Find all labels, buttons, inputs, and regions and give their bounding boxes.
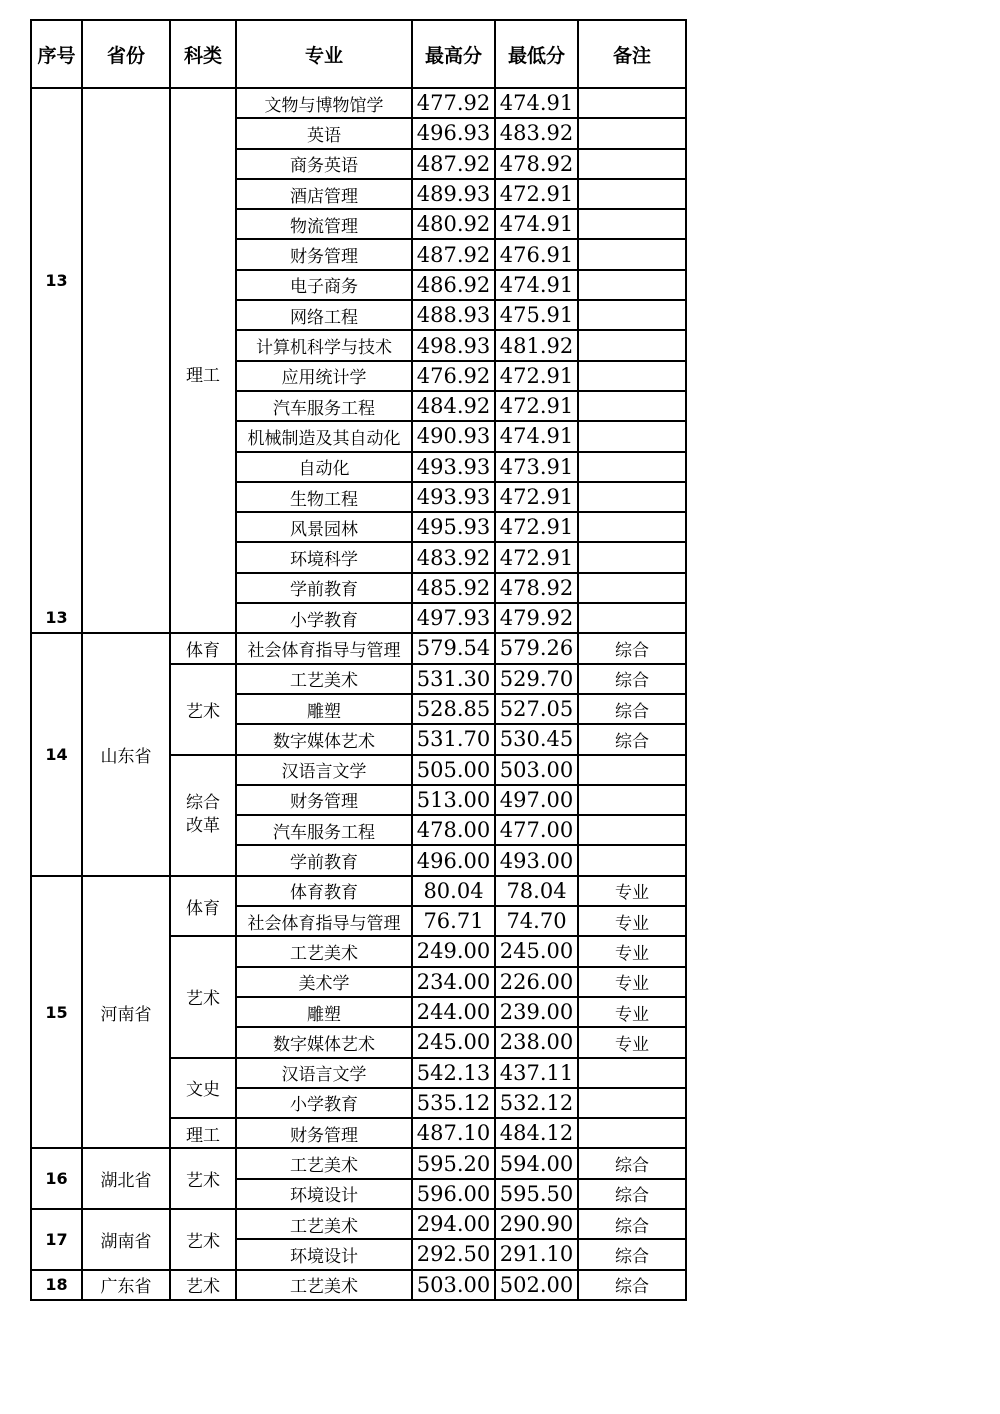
major-cell: 生物工程	[236, 482, 412, 512]
category-cell: 艺术	[170, 664, 236, 755]
header-max-score: 最高分	[412, 20, 495, 88]
min-score-cell: 472.91	[495, 179, 578, 209]
min-score-cell: 78.04	[495, 876, 578, 906]
max-score-cell: 535.12	[412, 1088, 495, 1118]
max-score-cell: 245.00	[412, 1027, 495, 1057]
max-score-cell: 490.93	[412, 421, 495, 451]
max-score-cell: 579.54	[412, 633, 495, 663]
note-cell	[578, 512, 686, 542]
note-cell	[578, 1058, 686, 1088]
min-score-cell: 290.90	[495, 1209, 578, 1239]
max-score-cell: 503.00	[412, 1270, 495, 1300]
province-cell	[82, 88, 170, 633]
max-score-cell: 244.00	[412, 997, 495, 1027]
max-score-cell: 76.71	[412, 906, 495, 936]
header-min-score: 最低分	[495, 20, 578, 88]
note-cell	[578, 452, 686, 482]
min-score-cell: 472.91	[495, 391, 578, 421]
major-cell: 文物与博物馆学	[236, 88, 412, 118]
note-cell: 综合	[578, 1209, 686, 1239]
min-score-cell: 475.91	[495, 300, 578, 330]
major-cell: 汽车服务工程	[236, 815, 412, 845]
max-score-cell: 489.93	[412, 179, 495, 209]
note-cell: 综合	[578, 633, 686, 663]
max-score-cell: 531.70	[412, 724, 495, 754]
major-cell: 美术学	[236, 967, 412, 997]
max-score-cell: 513.00	[412, 785, 495, 815]
min-score-cell: 502.00	[495, 1270, 578, 1300]
note-cell	[578, 482, 686, 512]
category-line: 综合	[186, 793, 220, 814]
min-score-cell: 472.91	[495, 482, 578, 512]
max-score-cell: 249.00	[412, 936, 495, 966]
note-cell: 专业	[578, 997, 686, 1027]
major-cell: 环境科学	[236, 542, 412, 572]
note-cell	[578, 573, 686, 603]
major-cell: 社会体育指导与管理	[236, 906, 412, 936]
note-cell	[578, 815, 686, 845]
max-score-cell: 80.04	[412, 876, 495, 906]
major-cell: 工艺美术	[236, 1209, 412, 1239]
seq-cell: 17	[31, 1209, 82, 1270]
category-label: 理工	[186, 366, 220, 387]
major-cell: 学前教育	[236, 845, 412, 875]
header-seq: 序号	[31, 20, 82, 88]
note-cell: 综合	[578, 724, 686, 754]
table-row	[31, 88, 686, 118]
min-score-cell: 481.92	[495, 330, 578, 360]
max-score-cell: 528.85	[412, 694, 495, 724]
table-row	[31, 1270, 686, 1300]
max-score-cell: 486.92	[412, 270, 495, 300]
note-cell	[578, 755, 686, 785]
max-score-cell: 484.92	[412, 391, 495, 421]
category-cell: 文史	[170, 1058, 236, 1119]
min-score-cell: 474.91	[495, 270, 578, 300]
major-cell: 物流管理	[236, 209, 412, 239]
max-score-cell: 483.92	[412, 542, 495, 572]
note-cell: 专业	[578, 1027, 686, 1057]
major-cell: 小学教育	[236, 603, 412, 633]
max-score-cell: 497.93	[412, 603, 495, 633]
header-note: 备注	[578, 20, 686, 88]
max-score-cell: 487.92	[412, 239, 495, 269]
note-cell	[578, 361, 686, 391]
note-cell: 专业	[578, 936, 686, 966]
max-score-cell: 487.10	[412, 1118, 495, 1148]
min-score-cell: 493.00	[495, 845, 578, 875]
min-score-cell: 474.91	[495, 88, 578, 118]
note-cell: 专业	[578, 967, 686, 997]
min-score-cell: 239.00	[495, 997, 578, 1027]
note-cell	[578, 88, 686, 118]
max-score-cell: 531.30	[412, 664, 495, 694]
max-score-cell: 292.50	[412, 1239, 495, 1269]
category-cell: 体育	[170, 876, 236, 937]
min-score-cell: 527.05	[495, 694, 578, 724]
seq-cell: 18	[31, 1270, 82, 1300]
note-cell	[578, 270, 686, 300]
max-score-cell: 487.92	[412, 149, 495, 179]
min-score-cell: 497.00	[495, 785, 578, 815]
max-score-cell: 596.00	[412, 1179, 495, 1209]
min-score-cell: 238.00	[495, 1027, 578, 1057]
note-cell	[578, 542, 686, 572]
seq-cell: 14	[31, 633, 82, 875]
major-cell: 工艺美术	[236, 664, 412, 694]
note-cell	[578, 300, 686, 330]
province-cell: 湖北省	[82, 1148, 170, 1209]
major-cell: 汉语言文学	[236, 1058, 412, 1088]
category-cell: 艺术	[170, 1209, 236, 1270]
min-score-cell: 579.26	[495, 633, 578, 663]
major-cell: 工艺美术	[236, 936, 412, 966]
note-cell: 综合	[578, 1270, 686, 1300]
min-score-cell: 477.00	[495, 815, 578, 845]
major-cell: 数字媒体艺术	[236, 724, 412, 754]
max-score-cell: 495.93	[412, 512, 495, 542]
seq-number-repeat: 13	[45, 608, 68, 627]
min-score-cell: 291.10	[495, 1239, 578, 1269]
note-cell	[578, 1088, 686, 1118]
max-score-cell: 496.93	[412, 118, 495, 148]
note-cell: 综合	[578, 664, 686, 694]
major-cell: 雕塑	[236, 694, 412, 724]
note-cell: 综合	[578, 1148, 686, 1178]
header-major: 专业	[236, 20, 412, 88]
major-cell: 工艺美术	[236, 1148, 412, 1178]
header-category: 科类	[170, 20, 236, 88]
seq-cell: 16	[31, 1148, 82, 1209]
note-cell	[578, 421, 686, 451]
max-score-cell: 595.20	[412, 1148, 495, 1178]
note-cell	[578, 603, 686, 633]
min-score-cell: 226.00	[495, 967, 578, 997]
max-score-cell: 294.00	[412, 1209, 495, 1239]
admission-score-table	[30, 19, 687, 1301]
major-cell: 体育教育	[236, 876, 412, 906]
major-cell: 社会体育指导与管理	[236, 633, 412, 663]
major-cell: 环境设计	[236, 1239, 412, 1269]
min-score-cell: 437.11	[495, 1058, 578, 1088]
note-cell	[578, 785, 686, 815]
major-cell: 数字媒体艺术	[236, 1027, 412, 1057]
seq-cell: 15	[31, 876, 82, 1149]
major-cell: 网络工程	[236, 300, 412, 330]
min-score-cell: 478.92	[495, 573, 578, 603]
major-cell: 自动化	[236, 452, 412, 482]
min-score-cell: 472.91	[495, 512, 578, 542]
min-score-cell: 529.70	[495, 664, 578, 694]
max-score-cell: 488.93	[412, 300, 495, 330]
min-score-cell: 476.91	[495, 239, 578, 269]
major-cell: 风景园林	[236, 512, 412, 542]
min-score-cell: 473.91	[495, 452, 578, 482]
province-cell: 湖南省	[82, 1209, 170, 1270]
category-cell	[170, 755, 236, 876]
table-row	[31, 633, 686, 663]
min-score-cell: 472.91	[495, 542, 578, 572]
max-score-cell: 480.92	[412, 209, 495, 239]
min-score-cell: 474.91	[495, 209, 578, 239]
major-cell: 环境设计	[236, 1179, 412, 1209]
note-cell	[578, 209, 686, 239]
note-cell: 专业	[578, 906, 686, 936]
max-score-cell: 234.00	[412, 967, 495, 997]
category-cell: 艺术	[170, 1270, 236, 1300]
min-score-cell: 530.45	[495, 724, 578, 754]
major-cell: 财务管理	[236, 1118, 412, 1148]
min-score-cell: 483.92	[495, 118, 578, 148]
category-cell: 艺术	[170, 936, 236, 1057]
min-score-cell: 474.91	[495, 421, 578, 451]
min-score-cell: 532.12	[495, 1088, 578, 1118]
major-cell: 电子商务	[236, 270, 412, 300]
min-score-cell: 595.50	[495, 1179, 578, 1209]
major-cell: 应用统计学	[236, 361, 412, 391]
major-cell: 酒店管理	[236, 179, 412, 209]
seq-cell	[31, 88, 82, 633]
min-score-cell: 478.92	[495, 149, 578, 179]
note-cell	[578, 118, 686, 148]
max-score-cell: 493.93	[412, 452, 495, 482]
max-score-cell: 498.93	[412, 330, 495, 360]
major-cell: 学前教育	[236, 573, 412, 603]
max-score-cell: 493.93	[412, 482, 495, 512]
major-cell: 汉语言文学	[236, 755, 412, 785]
header-row	[31, 20, 686, 88]
category-cell: 艺术	[170, 1148, 236, 1209]
seq-number: 13	[45, 271, 68, 290]
note-cell	[578, 1118, 686, 1148]
note-cell	[578, 179, 686, 209]
min-score-cell: 74.70	[495, 906, 578, 936]
major-cell: 财务管理	[236, 239, 412, 269]
major-cell: 小学教育	[236, 1088, 412, 1118]
max-score-cell: 505.00	[412, 755, 495, 785]
note-cell	[578, 149, 686, 179]
max-score-cell: 477.92	[412, 88, 495, 118]
major-cell: 财务管理	[236, 785, 412, 815]
min-score-cell: 479.92	[495, 603, 578, 633]
max-score-cell: 542.13	[412, 1058, 495, 1088]
note-cell	[578, 845, 686, 875]
min-score-cell: 472.91	[495, 361, 578, 391]
province-cell: 河南省	[82, 876, 170, 1149]
min-score-cell: 484.12	[495, 1118, 578, 1148]
category-cell: 体育	[170, 633, 236, 663]
category-cell	[170, 88, 236, 633]
min-score-cell: 245.00	[495, 936, 578, 966]
note-cell: 专业	[578, 876, 686, 906]
min-score-cell: 594.00	[495, 1148, 578, 1178]
major-cell: 英语	[236, 118, 412, 148]
table-row	[31, 876, 686, 906]
major-cell: 机械制造及其自动化	[236, 421, 412, 451]
note-cell: 综合	[578, 1179, 686, 1209]
table-row	[31, 1148, 686, 1178]
max-score-cell: 476.92	[412, 361, 495, 391]
major-cell: 汽车服务工程	[236, 391, 412, 421]
table-row	[31, 1209, 686, 1239]
province-cell: 广东省	[82, 1270, 170, 1300]
note-cell: 综合	[578, 694, 686, 724]
major-cell: 计算机科学与技术	[236, 330, 412, 360]
note-cell	[578, 239, 686, 269]
note-cell	[578, 330, 686, 360]
header-province: 省份	[82, 20, 170, 88]
major-cell: 商务英语	[236, 149, 412, 179]
province-cell: 山东省	[82, 633, 170, 875]
note-cell: 综合	[578, 1239, 686, 1269]
major-cell: 雕塑	[236, 997, 412, 1027]
category-cell: 理工	[170, 1118, 236, 1148]
note-cell	[578, 391, 686, 421]
max-score-cell: 496.00	[412, 845, 495, 875]
max-score-cell: 478.00	[412, 815, 495, 845]
category-line: 改革	[186, 816, 220, 837]
max-score-cell: 485.92	[412, 573, 495, 603]
min-score-cell: 503.00	[495, 755, 578, 785]
major-cell: 工艺美术	[236, 1270, 412, 1300]
